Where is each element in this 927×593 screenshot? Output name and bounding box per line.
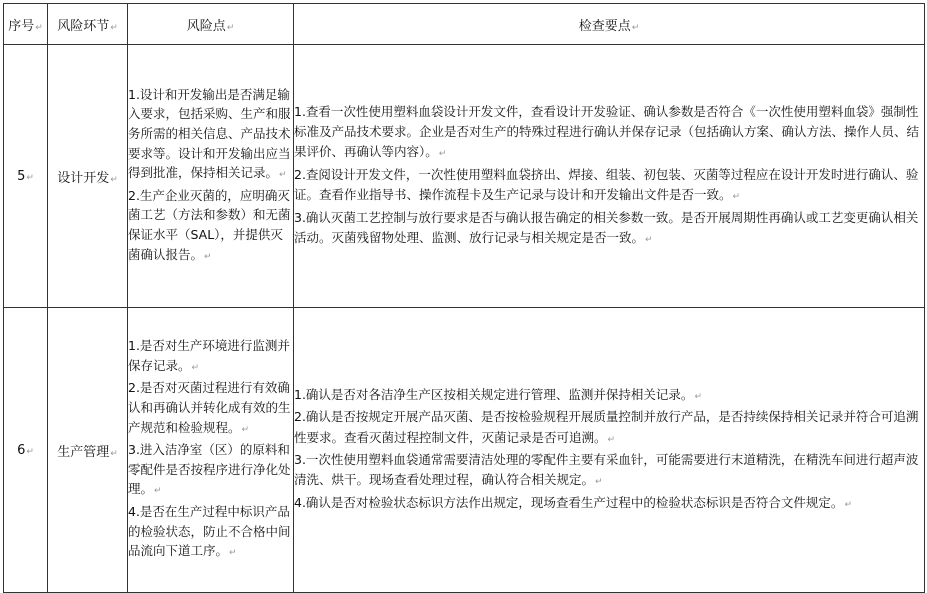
risk-points-cell: [128, 45, 294, 308]
risk-point-item: 2.生产企业灭菌的，应明确灭菌工艺（方法和参数）和无菌保证水平（SAL），并提供灭菌确认报告。↵: [128, 187, 291, 262]
header-check: 检查要点↵: [294, 4, 925, 45]
risk-point-item: 1.是否对生产环境进行监测并保存记录。↵: [128, 338, 290, 373]
row-stage-cell: 生产管理↵: [48, 308, 128, 593]
table-row: [4, 308, 925, 593]
check-point-item: 4.确认是否对检验状态标识方法作出规定，现场查看生产过程中的检验状态标识是否符合文件规定。↵: [294, 494, 852, 510]
risk-points-cell: [128, 308, 294, 593]
check-point-item: 3.确认灭菌工艺控制与放行要求是否与确认报告确定的相关参数一致。是否开展周期性再确认或工艺变更确认相关活动。灭菌残留物处理、监测、放行记录与相关规定是否一致。↵: [294, 209, 919, 246]
header-seq: 序号↵: [4, 4, 48, 45]
check-points-cell: [294, 308, 925, 593]
table-row: [4, 45, 925, 308]
header-risk: 风险点↵: [128, 4, 294, 45]
table-header-row: [4, 4, 925, 45]
check-point-item: 1.确认是否对各洁净生产区按相关规定进行管理、监测并保持相关记录。↵: [294, 386, 702, 402]
risk-point-item: 3.进入洁净室（区）的原料和零配件是否按程序进行净化处理。↵: [128, 442, 291, 497]
risk-point-item: 2.是否对灭菌过程进行有效确认和再确认并转化成有效的生产规范和检验规程。↵: [128, 380, 291, 435]
check-point-item: 3.一次性使用塑料血袋通常需要清洁处理的零配件主要有采血针，可能需要进行末道精洗，在精洗车间进行超声波清洗、烘干。现场查看处理过程，确认符合相关规定。↵: [294, 452, 919, 488]
risk-check-table: [3, 3, 925, 593]
check-point-item: 2.查阅设计开发文件，一次性使用塑料血袋挤出、焊接、组装、初包装、灭菌等过程应在设计开发时进行确认、验证。查看作业指导书、操作流程卡及生产记录与设计和开发输出文件是否一致。↵: [294, 166, 919, 203]
risk-point-item: 4.是否在生产过程中标识产品的检验状态，防止不合格中间品流向下道工序。↵: [128, 503, 291, 559]
check-points-cell: [294, 45, 925, 308]
row-seq-cell: 5↵: [4, 45, 48, 308]
risk-point-item: 1.设计和开发输出是否满足输入要求，包括采购、生产和服务所需的相关信息、产品技术要求等。设计和开发输出应当得到批准，保持相关记录。↵: [128, 86, 291, 181]
check-point-item: 1.查看一次性使用塑料血袋设计开发文件，查看设计开发验证、确认参数是否符合《一次性使用塑料血袋》强制性标准及产品技术要求。企业是否对生产的特殊过程进行确认并保存记录（包括确认方案、确认方法、操作人员、结果评价、再确认等内容）。↵: [294, 103, 920, 160]
row-stage-cell: 设计开发↵: [48, 45, 128, 308]
check-point-item: 2.确认是否按规定开展产品灭菌、是否按检验规程开展质量控制并放行产品，是否持续保持相关记录并符合可追溯性要求。查看灭菌过程控制文件，灭菌记录是否可追溯。↵: [294, 409, 919, 445]
row-seq-cell: 6↵: [4, 308, 48, 593]
header-stage: 风险环节↵: [48, 4, 128, 45]
